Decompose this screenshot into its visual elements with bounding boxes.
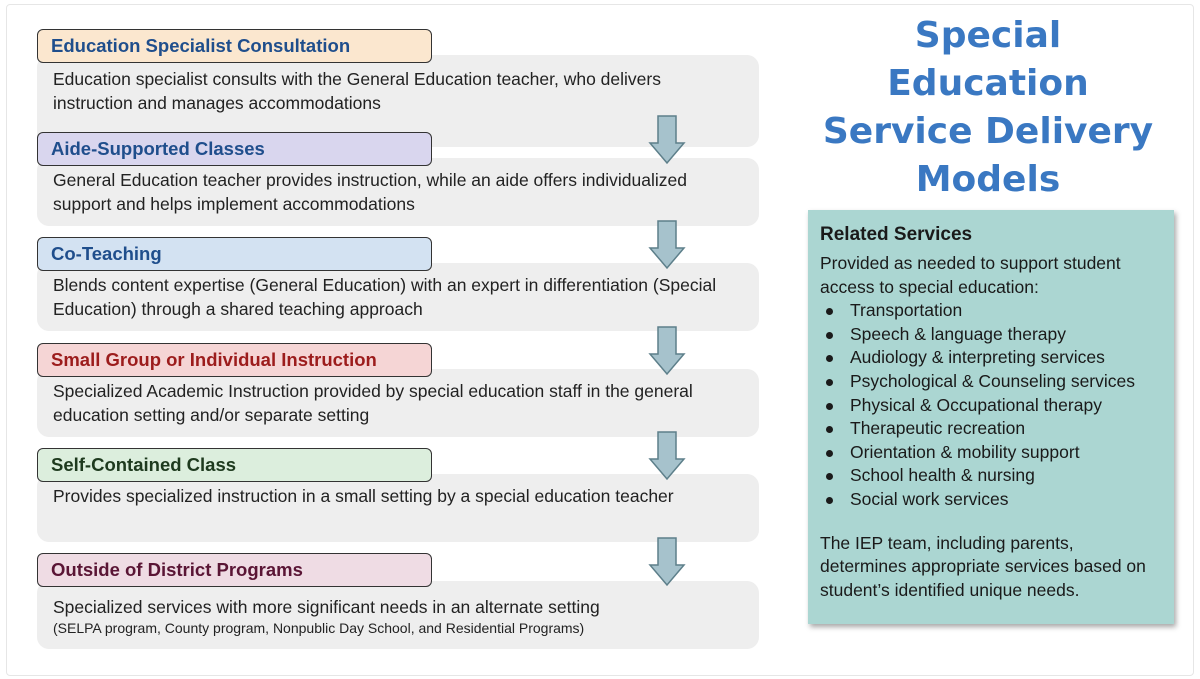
bullet-icon xyxy=(826,379,833,386)
related-services-panel xyxy=(808,210,1174,624)
bullet-icon xyxy=(826,497,833,504)
down-arrow-icon xyxy=(648,326,686,376)
related-services-list xyxy=(820,299,1162,511)
list-item xyxy=(820,464,1162,488)
model-description xyxy=(37,158,759,226)
list-item xyxy=(820,488,1162,512)
model-description-text: Specialized services with more significant needs in an alternate setting xyxy=(53,597,600,617)
list-item-label: Physical & Occupational therapy xyxy=(850,394,1102,415)
list-item xyxy=(820,394,1162,418)
bullet-icon xyxy=(826,403,833,410)
page-title-line: Service Delivery xyxy=(822,111,1154,152)
list-item-label: Social work services xyxy=(850,488,1009,509)
list-item xyxy=(820,299,1162,323)
down-arrow-icon xyxy=(648,115,686,165)
model-title: Aide-Supported Classes xyxy=(37,132,432,166)
down-arrow-icon xyxy=(648,220,686,270)
bullet-icon xyxy=(826,450,833,457)
bullet-icon xyxy=(826,473,833,480)
bullet-icon xyxy=(826,426,833,433)
model-description xyxy=(37,369,759,437)
related-services-heading: Related Services xyxy=(820,224,973,245)
model-title: Outside of District Programs xyxy=(37,553,432,587)
model-description-text: Provides specialized instruction in a small setting by a special education teacher xyxy=(53,486,674,506)
list-item-label: Audiology & interpreting services xyxy=(850,347,1105,368)
page-title-line: Special xyxy=(914,15,1062,56)
related-services-intro: Provided as needed to support student access to special education: xyxy=(820,253,1121,297)
model-description-text: Education specialist consults with the General Education teacher, who delivers instruction and manages accommodations xyxy=(53,69,661,113)
model-description xyxy=(37,581,759,649)
model-title: Co-Teaching xyxy=(37,237,432,271)
model-title: Small Group or Individual Instruction xyxy=(37,343,432,377)
model-description-text: Specialized Academic Instruction provided by special education staff in the general education setting and/or separate setting xyxy=(53,381,693,425)
model-description xyxy=(37,263,759,331)
bullet-icon xyxy=(826,355,833,362)
model-description-text: Blends content expertise (General Education) with an expert in differentiation (Special Education) through a shared teaching approach xyxy=(53,275,717,319)
related-services-footer: The IEP team, including parents, determines appropriate services based on student’s identified unique needs. xyxy=(820,532,1146,600)
model-description-text: General Education teacher provides instruction, while an aide offers individualized support and helps implement accommodations xyxy=(53,170,687,214)
list-item-label: Therapeutic recreation xyxy=(850,418,1026,439)
page-title-line: Education xyxy=(887,63,1089,104)
list-item-label: Speech & language therapy xyxy=(850,323,1066,344)
list-item-label: Transportation xyxy=(850,300,963,321)
list-item-label: Psychological & Counseling services xyxy=(850,370,1135,391)
model-note: (SELPA program, County program, Nonpublic Day School, and Residential Programs) xyxy=(53,620,585,636)
model-title: Education Specialist Consultation xyxy=(37,29,432,63)
list-item xyxy=(820,346,1162,370)
list-item xyxy=(820,323,1162,347)
list-item-label: School health & nursing xyxy=(850,465,1035,486)
list-item-label: Orientation & mobility support xyxy=(850,441,1080,462)
model-title: Self-Contained Class xyxy=(37,448,432,482)
list-item xyxy=(820,417,1162,441)
model-description xyxy=(37,474,759,542)
page-title-line: Models xyxy=(915,159,1061,200)
bullet-icon xyxy=(826,308,833,315)
list-item xyxy=(820,441,1162,465)
down-arrow-icon xyxy=(648,537,686,587)
list-item xyxy=(820,370,1162,394)
down-arrow-icon xyxy=(648,431,686,481)
bullet-icon xyxy=(826,332,833,339)
page-title xyxy=(800,12,1176,204)
